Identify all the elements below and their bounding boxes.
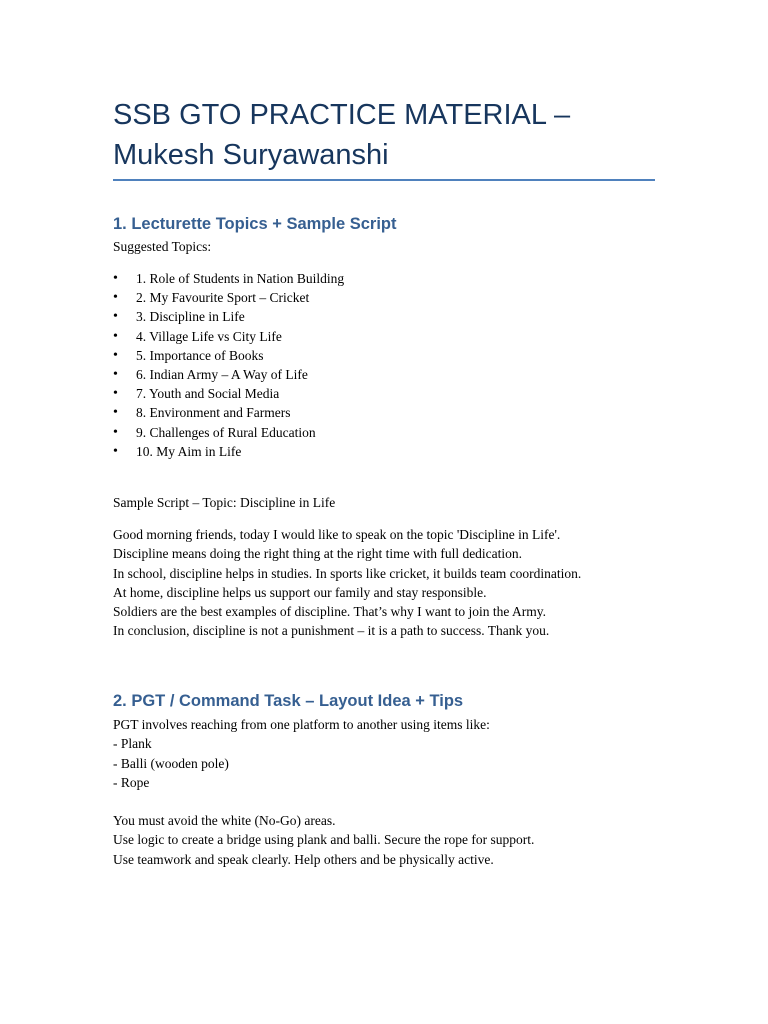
pgt-tip-line: Use logic to create a bridge using plank and balli. Secure the rope for support. — [113, 832, 535, 848]
topic-text: 8. Environment and Farmers — [136, 405, 291, 421]
pgt-item-plank: - Plank — [113, 736, 152, 752]
bullet-icon: • — [113, 347, 118, 363]
document-title: SSB GTO PRACTICE MATERIAL – Mukesh Suryawanshi — [113, 99, 571, 171]
section-heading-pgt: 2. PGT / Command Task – Layout Idea + Tips — [113, 692, 464, 710]
pgt-intro-line: PGT involves reaching from one platform to another using items like: — [113, 717, 490, 732]
topic-text: 7. Youth and Social Media — [136, 386, 280, 402]
bullet-icon: • — [113, 443, 118, 459]
sample-script-title: Sample Script – Topic: Discipline in Life — [113, 495, 336, 510]
script-line: At home, discipline helps us support our family and stay responsible. — [113, 584, 487, 600]
bullet-icon: • — [113, 366, 118, 382]
topic-text: 9. Challenges of Rural Education — [136, 424, 316, 440]
pgt-item-balli: - Balli (wooden pole) — [113, 755, 229, 771]
pgt-tips — [113, 811, 534, 869]
topic-text: 6. Indian Army – A Way of Life — [136, 366, 308, 382]
suggested-topics-label: Suggested Topics: — [113, 239, 212, 254]
bullet-icon: • — [113, 328, 118, 344]
bullet-icon: • — [113, 386, 118, 402]
script-line: Soldiers are the best examples of discipline. That’s why I want to join the Army. — [113, 604, 547, 620]
topic-text: 5. Importance of Books — [136, 347, 264, 363]
section-heading-lecturette: 1. Lecturette Topics + Sample Script — [113, 215, 397, 233]
script-line: Good morning friends, today I would like to speak on the topic 'Discipline in Life'. — [113, 527, 561, 542]
title-underline — [113, 179, 655, 181]
pgt-intro — [113, 715, 490, 792]
bullet-icon: • — [113, 290, 118, 306]
script-line: In school, discipline helps in studies. In sports like cricket, it builds team coordination. — [113, 565, 582, 581]
pgt-tip-line: Use teamwork and speak clearly. Help others and be physically active. — [113, 851, 494, 867]
topic-text: 10. My Aim in Life — [136, 443, 242, 459]
bullet-icon: • — [113, 424, 118, 440]
script-line: In conclusion, discipline is not a punishment – it is a path to success. Thank you. — [113, 623, 550, 639]
script-line: Discipline means doing the right thing at the right time with full dedication. — [113, 546, 523, 562]
bullet-icon: • — [113, 271, 118, 286]
bullet-icon: • — [113, 405, 118, 421]
pgt-item-rope: - Rope — [113, 774, 150, 790]
sample-script-body — [113, 525, 581, 641]
pgt-tip-line: You must avoid the white (No-Go) areas. — [113, 813, 336, 828]
topic-text: 4. Village Life vs City Life — [136, 328, 282, 344]
topic-text: 2. My Favourite Sport – Cricket — [136, 290, 310, 306]
bullet-icon: • — [113, 309, 118, 325]
topic-text: 3. Discipline in Life — [136, 309, 245, 325]
topic-text: 1. Role of Students in Nation Building — [136, 271, 345, 286]
